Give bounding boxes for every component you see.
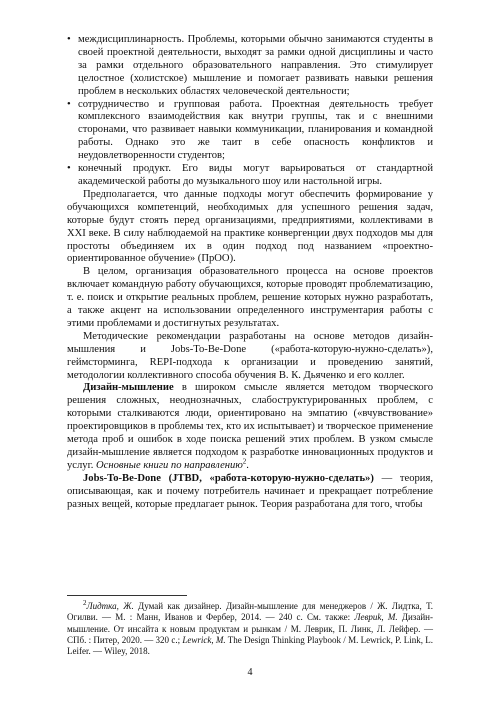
footnote [67, 601, 433, 657]
footnote-text-1: Думай как дизайнер. Дизайн-мышление для менеджеров / Ж. Лидтка, Т. Огилви. — М. : Манн, Иванов и Фербер, 2014. — 240 с. См. также: [67, 601, 433, 623]
jtbd-definition: — теория, описывающая, как и почему потребитель начинает и прекращает потребление разных вещей, которые предлагает рынок. Теория разработана для того, чтобы [67, 472, 433, 510]
jtbd-term: Jobs-To-Be-Done (JTBD, «работа-которую-нужно-сделать») [83, 472, 374, 484]
design-thinking-term: Дизайн-мышление [83, 382, 174, 394]
footnote-author-3: Lewrick, M. [182, 634, 226, 645]
footnote-divider [67, 595, 187, 596]
bullet-collaboration: • сотрудничество и групповая работа. Проектная деятельность требует комплексного взаимодействия как внутри группы, так и с внешними сторонами, что развивает навыки коммуникации, планирования и командной работы. Однако это же таит в себе опасность конфликтов и неудовлетворенности студентов; [67, 99, 433, 164]
design-thinking-end: . [246, 459, 249, 471]
page-number: 4 [247, 667, 253, 678]
bullet-interdisciplinarity: • междисциплинарность. Проблемы, которыми обычно занимаются студенты в своей проектной деятельности, выходят за рамки одной дисциплины и часто за рамки отдельного образовательного направления. Это стимулирует целостное (холистское) мышление и помогает развивать навыки решения проблем в нескольких областях человеческой деятельности; [67, 34, 433, 99]
footnote-number: 2 [83, 599, 87, 607]
footnote-author-1: Лидтка, Ж. [86, 601, 134, 611]
books-label: Основные книги по направлению [96, 459, 243, 471]
design-thinking-definition: в широком смысле является методом творческого решения сложных, неоднозначных, слабоструктурированных проблем, с которыми сталкиваются люди, ориентировано на эмпатию («вчувствование» проектировщиков в проблемы тех, кто их испытывает) и творческое применение метода проб и ошибок в ходе поиска решений этих проблем. В узком смысле дизайн-мышление является подходом к разработке инновационных продуктов и услуг. [67, 382, 433, 471]
bullet-final-product: • конечный продукт. Его виды могут варьироваться от стандартной академической работы до музыкального шоу или настольной игры. [67, 163, 433, 189]
paragraph-assumption: Предполагается, что данные подходы могут обеспечить формирование у обучающихся компетенций, необходимых для успешного решения задач, которые будут стоять перед организациями, предприятиями, коллективами в XXI веке. В силу наблюдаемой на практике конвергенции двух подходов мы для простоты объединяем их в один подход под названием «проектно-ориентированное обучение» (ПрОО). [67, 188, 433, 265]
body-text [67, 34, 433, 512]
footnote-text-3: The Design Thinking Playbook / M. Lewrick, P. Link, L. Leifer. — Wiley, 2018. [67, 634, 434, 657]
paragraph-jtbd [67, 473, 433, 512]
footnote-author-2: Левриk, M. [354, 612, 398, 623]
paragraph-methods: Методические рекомендации разработаны на основе методов дизайн-мышления и Jobs-To-Be-Done («работа-которую-нужно-сделать»), геймсторминга, REPI-подхода к организации и проведению занятий, методологии коллективного способа обучения В. К. Дьяченко и его коллег. [67, 330, 433, 381]
footnote-reference[interactable]: 2 [242, 457, 247, 466]
footnote-text-2: Дизайн-мышление. От инсайта к новым продуктам и рынкам / М. Леврик, П. Линк, Л. Лейфер. — СПб. : Питер, 2020. — 320 с.; [67, 612, 433, 645]
paragraph-organization: В целом, организация образовательного процесса на основе проектов включает командную работу обучающихся, которые проводят проблематизацию, т. е. поиск и открытие реальных проблем, решение которых нужно разработать, а также акцент на использовании определенного инструментария работы с этими проблемами и достигнутых результатах. [67, 266, 433, 329]
paragraph-design-thinking [67, 382, 433, 472]
